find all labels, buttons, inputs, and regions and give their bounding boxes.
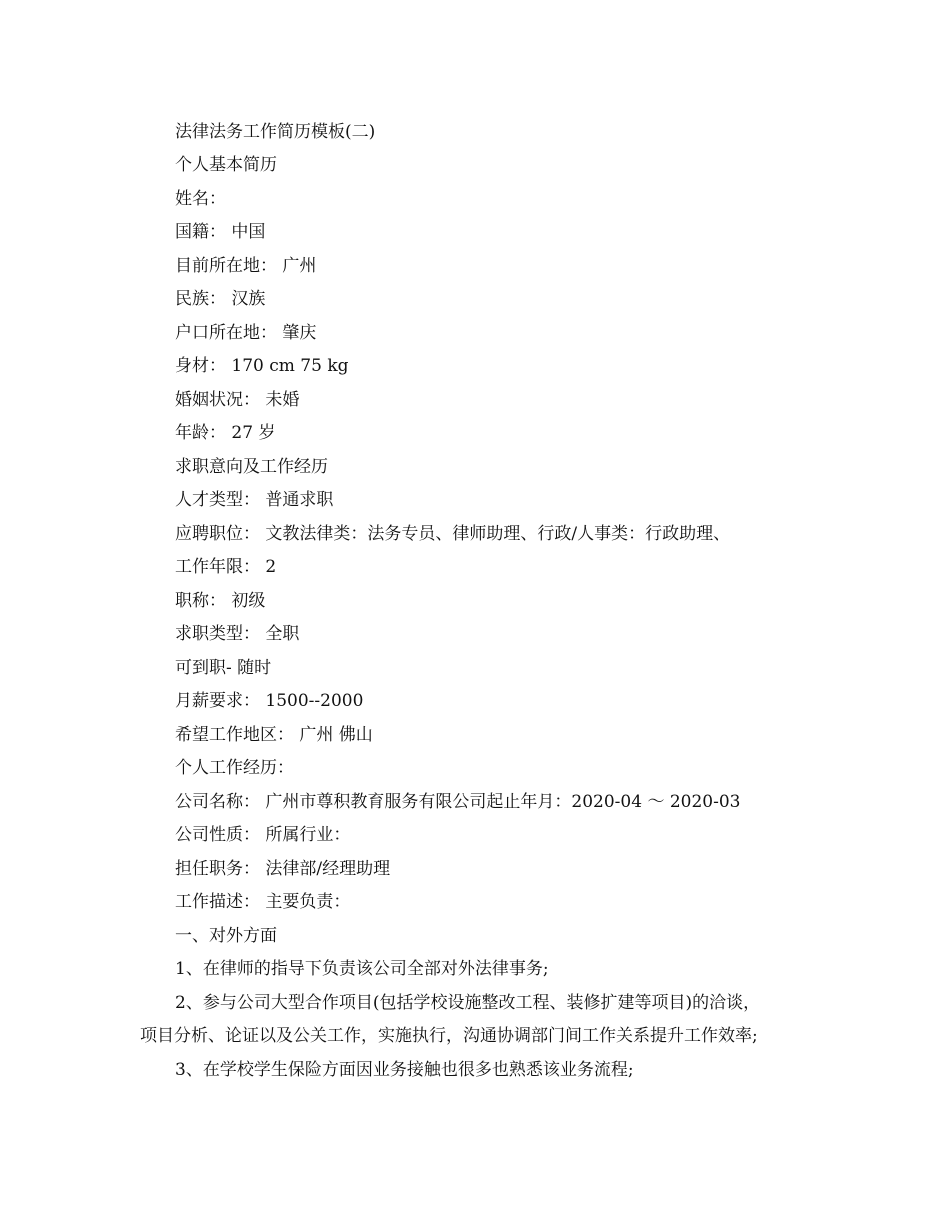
field-age: 年龄： 27 岁	[175, 423, 276, 443]
field-description: 工作描述： 主要负责：	[175, 892, 351, 912]
field-company-nature: 公司性质： 所属行业：	[175, 825, 351, 845]
list-item-2-line-2: 项目分析、论证以及公关工作，实施执行，沟通协调部门间工作关系提升工作效率;	[140, 1026, 758, 1046]
external-heading: 一、对外方面	[175, 926, 277, 946]
list-item-3: 3、在学校学生保险方面因业务接触也很多也熟悉该业务流程;	[175, 1060, 634, 1080]
field-nationality: 国籍： 中国	[175, 222, 266, 242]
field-position: 应聘职位： 文教法律类：法务专员、律师助理、行政/人事类：行政助理、	[175, 524, 731, 544]
section-experience-heading: 个人工作经历：	[175, 758, 294, 778]
section-intent-heading: 求职意向及工作经历	[175, 457, 328, 477]
field-job-type: 求职类型： 全职	[175, 624, 300, 644]
field-talent-type: 人才类型： 普通求职	[175, 490, 334, 510]
field-marital: 婚姻状况： 未婚	[175, 390, 300, 410]
field-title-rank: 职称： 初级	[175, 591, 266, 611]
document-title: 法律法务工作简历模板(二)	[175, 122, 376, 142]
field-duty: 担任职务： 法律部/经理助理	[175, 859, 391, 879]
field-current-location: 目前所在地： 广州	[175, 256, 317, 276]
field-location-wish: 希望工作地区： 广州 佛山	[175, 725, 373, 745]
field-company: 公司名称： 广州市尊积教育服务有限公司起止年月：2020-04 ～ 2020-03	[175, 792, 741, 812]
list-item-2-line-1: 2、参与公司大型合作项目(包括学校设施整改工程、装修扩建等项目)的洽谈，	[175, 993, 761, 1013]
list-item-1: 1、在律师的指导下负责该公司全部对外法律事务;	[175, 959, 549, 979]
field-name: 姓名：	[175, 189, 226, 209]
field-salary: 月薪要求： 1500--2000	[175, 691, 364, 711]
field-hukou: 户口所在地： 肇庆	[175, 323, 317, 343]
field-available: 可到职- 随时	[175, 658, 272, 678]
section-basic-heading: 个人基本简历	[175, 155, 277, 175]
field-ethnicity: 民族： 汉族	[175, 289, 266, 309]
field-body: 身材： 170 cm 75 kg	[175, 356, 349, 376]
field-years: 工作年限： 2	[175, 557, 277, 577]
